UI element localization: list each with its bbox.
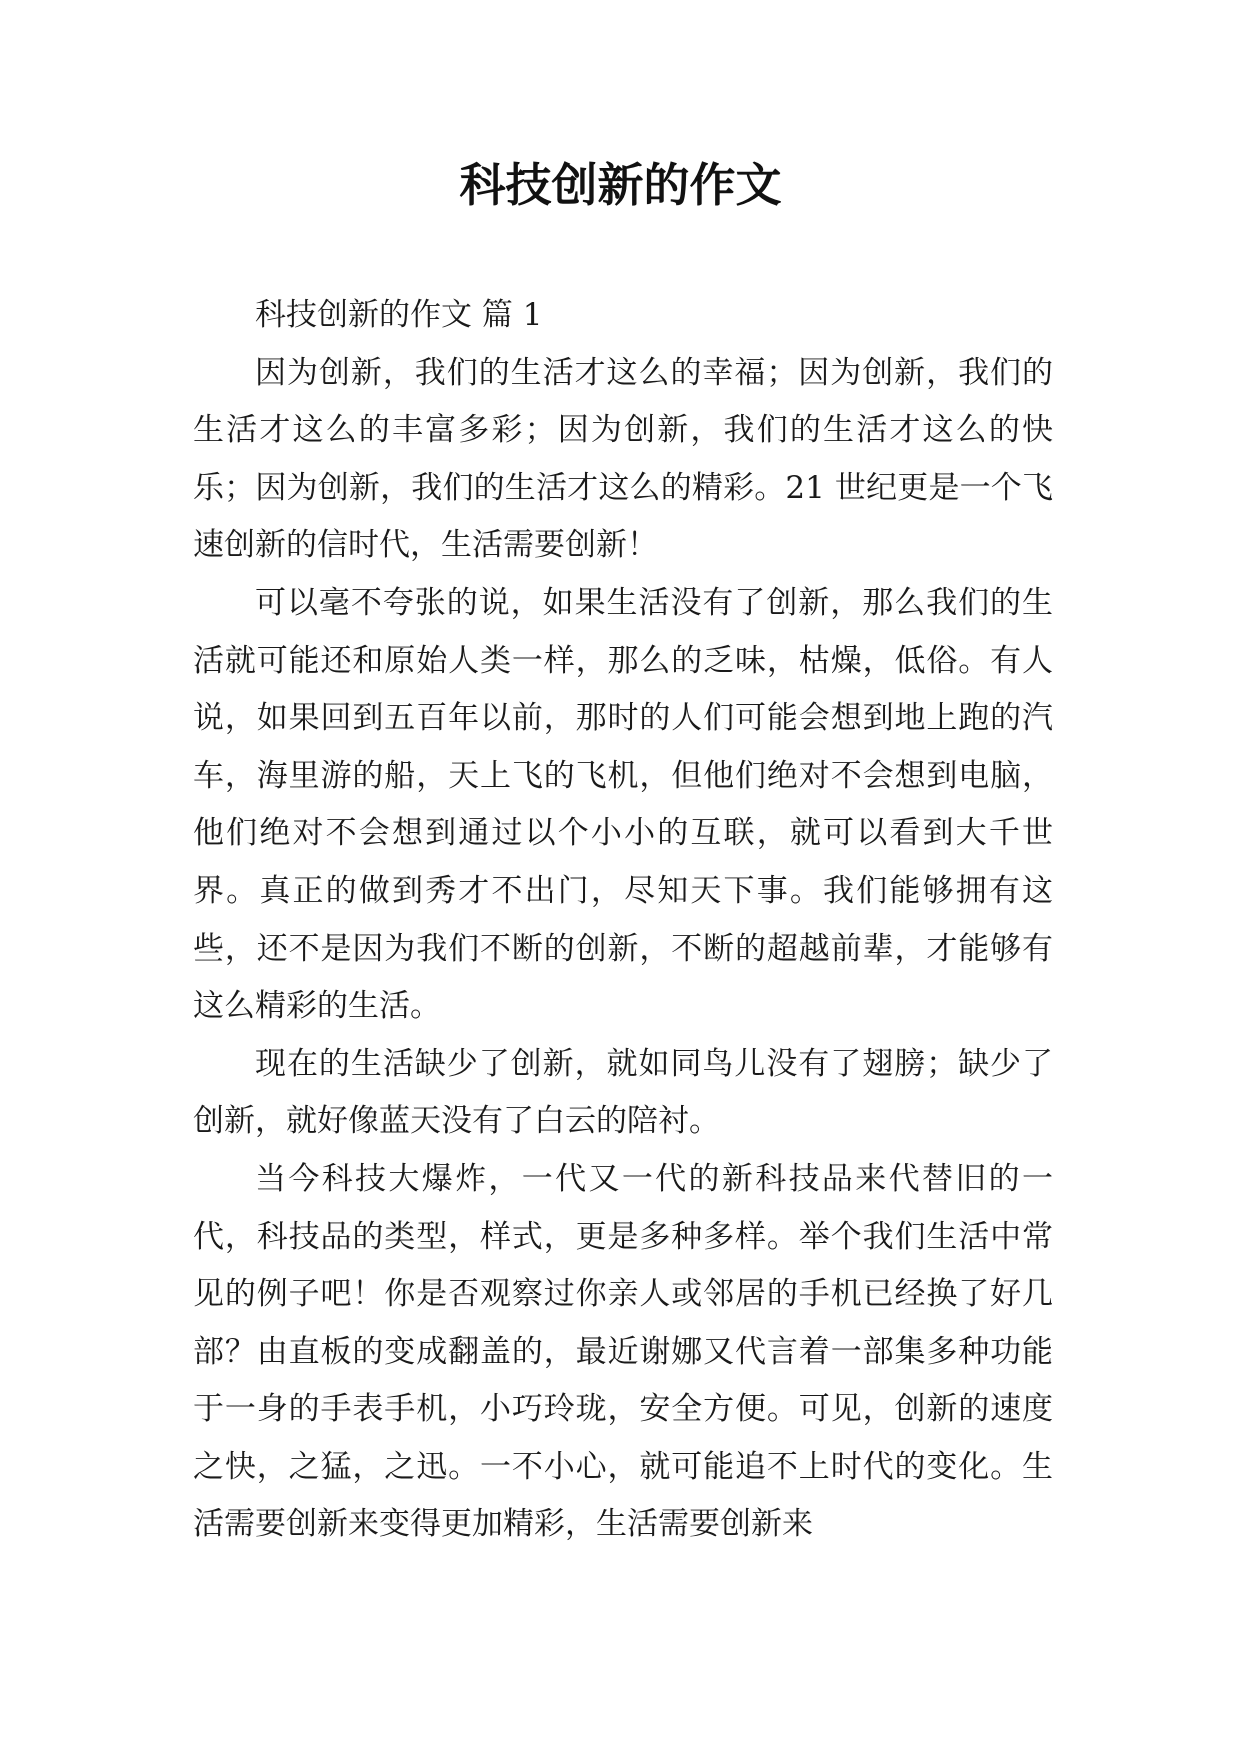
paragraph-3: 现在的生活缺少了创新，就如同鸟儿没有了翅膀；缺少了创新，就好像蓝天没有了白云的陪衬。 [193, 1045, 1053, 1140]
paragraph-2: 可以毫不夸张的说，如果生活没有了创新，那么我们的生活就可能还和原始人类一样，那么的乏味，枯燥，低俗。有人说，如果回到五百年以前，那时的人们可能会想到地上跑的汽车，海里游的船，天上飞的飞机，但他们绝对不会想到电脑，他们绝对不会想到通过以个小小的互联，就可以看到大千世界。真正的做到秀才不出门，尽知天下事。我们能够拥有这些，还不是因为我们不断的创新，不断的超越前辈，才能够有这么精彩的生活。 [193, 584, 1053, 1025]
page-title: 科技创新的作文 [459, 158, 782, 212]
section-heading: 科技创新的作文 篇 1 [255, 297, 543, 333]
document-body [193, 287, 1053, 1554]
paragraph-1: 因为创新，我们的生活才这么的幸福；因为创新，我们的生活才这么的丰富多彩；因为创新，我们的生活才这么的快乐；因为创新，我们的生活才这么的精彩。21 世纪更是一个飞速创新的信时代，生活需要创新！ [193, 354, 1053, 564]
paragraph-4: 当今科技大爆炸，一代又一代的新科技品来代替旧的一代，科技品的类型，样式，更是多种多样。举个我们生活中常见的例子吧！你是否观察过你亲人或邻居的手机已经换了好几部？由直板的变成翻盖的，最近谢娜又代言着一部集多种功能于一身的手表手机，小巧玲珑，安全方便。可见，创新的速度之快，之猛，之迅。一不小心，就可能追不上时代的变化。生活需要创新来变得更加精彩，生活需要创新来 [193, 1160, 1053, 1543]
